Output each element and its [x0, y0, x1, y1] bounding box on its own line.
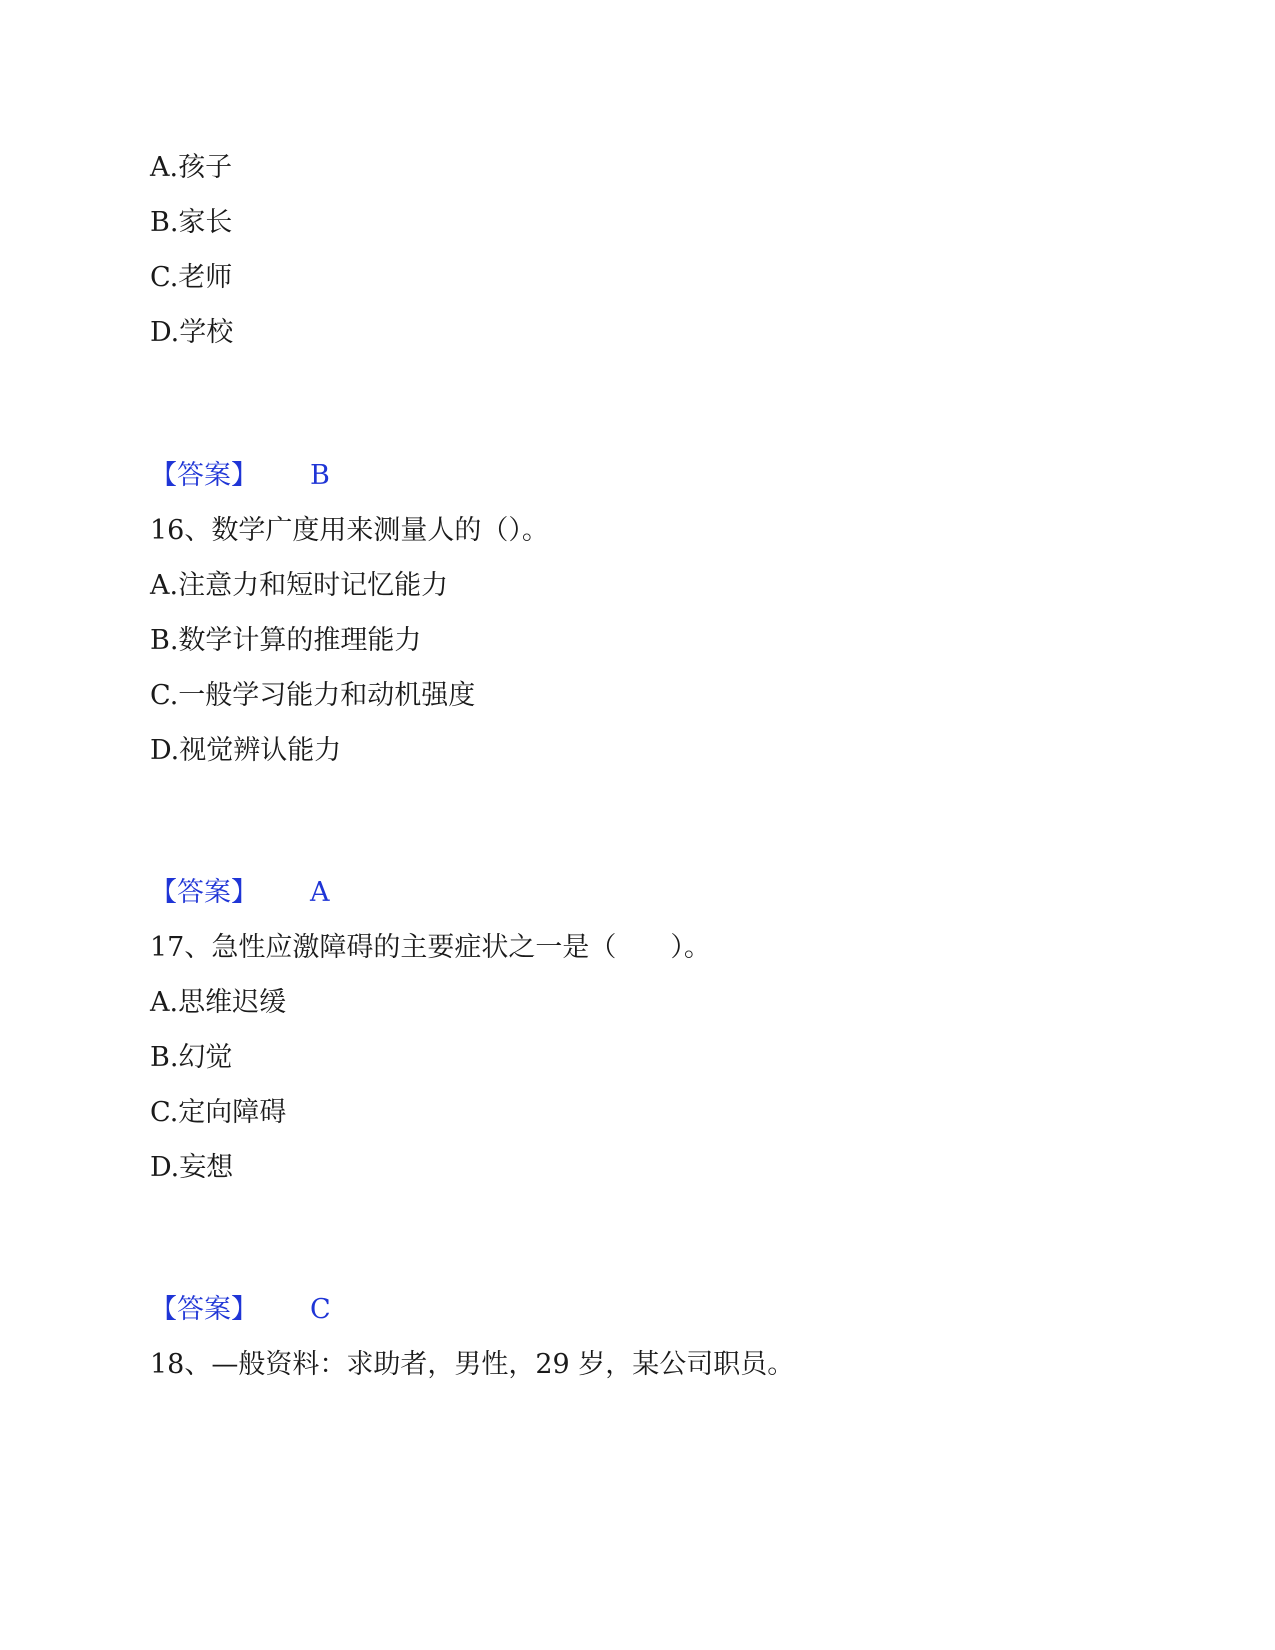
- q16-option-b: B.数学计算的推理能力: [150, 625, 422, 656]
- q17-option-d: D.妄想: [150, 1152, 234, 1183]
- answer-value: C: [310, 1294, 331, 1325]
- answer-label: 【答案】: [150, 877, 258, 908]
- answer-value: A: [310, 877, 330, 908]
- q16-question: 16、数学广度用来测量人的（）。: [150, 515, 549, 546]
- answer-label: 【答案】: [150, 460, 258, 491]
- q17-option-a: A.思维迟缓: [150, 987, 287, 1018]
- q16-option-c: C.一般学习能力和动机强度: [150, 680, 476, 711]
- q15-option-d: D.学校: [150, 317, 234, 348]
- q15-option-c: C.老师: [150, 262, 233, 293]
- q15-option-a: A.孩子: [150, 152, 233, 183]
- q16-option-a: A.注意力和短时记忆能力: [150, 570, 449, 601]
- q16-answer: [150, 876, 330, 910]
- q16-option-d: D.视觉辨认能力: [150, 735, 342, 766]
- q17-option-b: B.幻觉: [150, 1042, 233, 1073]
- q15-option-b: B.家长: [150, 207, 233, 238]
- answer-label: 【答案】: [150, 1294, 258, 1325]
- q18-question: 18、—般资料：求助者，男性，29 岁，某公司职员。: [150, 1349, 795, 1380]
- q17-option-c: C.定向障碍: [150, 1097, 287, 1128]
- q17-question: 17、急性应激障碍的主要症状之一是（ ）。: [150, 932, 711, 963]
- q15-answer: [150, 459, 330, 493]
- q17-answer: [150, 1293, 331, 1327]
- answer-value: B: [310, 460, 330, 491]
